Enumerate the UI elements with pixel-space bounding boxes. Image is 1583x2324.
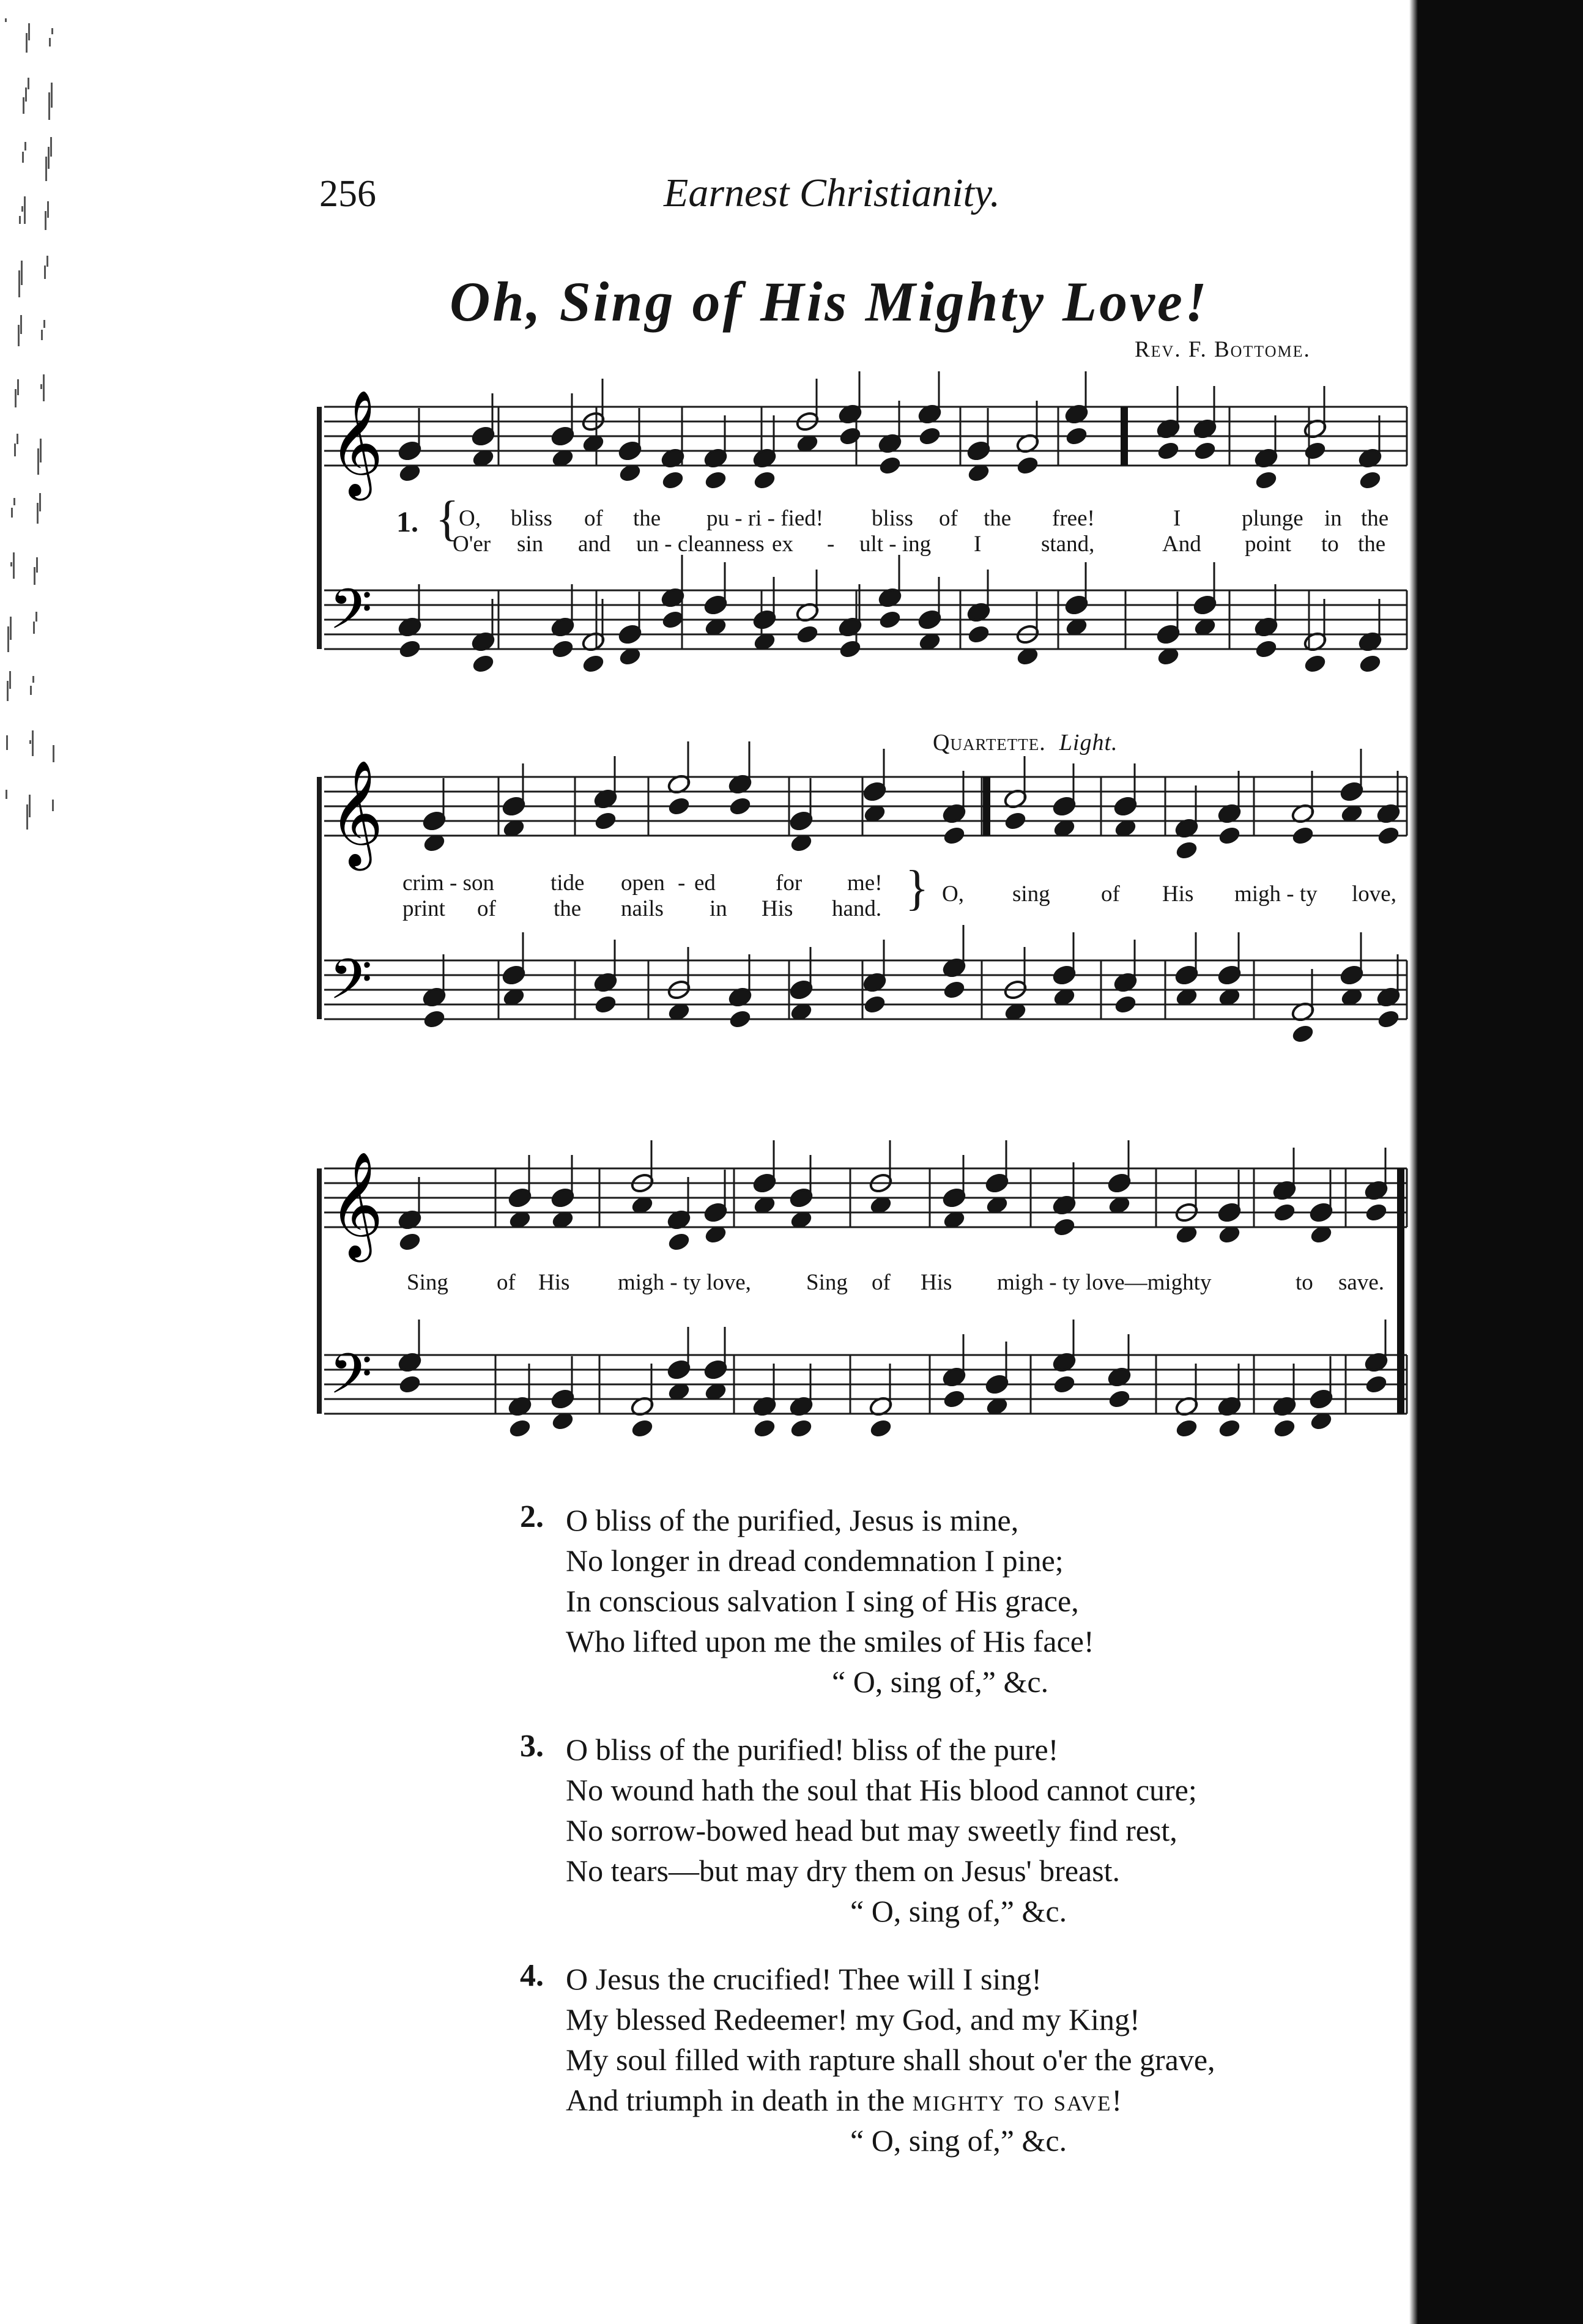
system-3-staff-group	[319, 1140, 1407, 1439]
system1-lyric-2-11: point	[1245, 532, 1292, 557]
refrain-reference: “ O, sing of,” &c.	[850, 2123, 1067, 2158]
quarter-note-head	[471, 653, 496, 675]
stanza-number: 1.	[396, 506, 418, 538]
system1-lyric-2-4: un - cleanness	[636, 532, 765, 557]
bleed-mark	[35, 612, 37, 622]
quarter-note-head	[1254, 469, 1279, 491]
quarter-note-head	[593, 993, 618, 1015]
system1-lyric-2-9: stand,	[1041, 532, 1095, 557]
system1-lyric-2-5: ex	[772, 532, 793, 557]
system3-lyric-7: His	[921, 1270, 952, 1295]
bleed-mark	[17, 434, 18, 444]
bleed-mark	[28, 78, 29, 89]
quarter-note-head	[1113, 993, 1138, 1015]
bleed-mark	[30, 686, 32, 695]
system1-lyric-2-13: the	[1358, 532, 1386, 557]
quarter-note-head	[1364, 1201, 1389, 1223]
bleed-mark	[48, 147, 50, 169]
bleed-mark	[43, 374, 45, 401]
bleed-mark	[29, 795, 31, 817]
bleed-mark	[51, 83, 53, 108]
system3-lyric-1: Sing	[407, 1270, 448, 1295]
quarter-note-head	[1358, 469, 1383, 491]
system2-lyric-1-2: tide	[551, 871, 585, 896]
quarter-note-head	[581, 653, 606, 675]
mighty-to-save-smallcaps: mighty to save	[912, 2083, 1112, 2117]
system3-lyric-5: Sing	[806, 1270, 848, 1295]
quarter-note-head	[508, 1417, 533, 1439]
refrain-word-4: His	[1162, 882, 1194, 907]
system2-lyric-1-7: me!	[847, 871, 883, 896]
system1-lyric-1-2: bliss	[511, 506, 552, 531]
system2-lyric-1-1: crim - son	[402, 871, 495, 896]
system1-lyric-2-1: O'er	[453, 532, 491, 557]
system1-lyric-2-3: and	[578, 532, 611, 557]
quarter-note-head	[942, 979, 967, 1001]
quarter-note-head	[667, 1231, 692, 1253]
bleed-mark	[9, 671, 11, 689]
system3-lyric-9: to	[1296, 1270, 1313, 1295]
quarter-note-head	[1174, 839, 1199, 861]
bleed-mark	[13, 498, 15, 505]
treble-clef-icon: 𝄞	[329, 390, 384, 496]
quarter-note-head	[1303, 653, 1328, 675]
bleed-mark	[43, 320, 45, 328]
system1-lyric-1-11: plunge	[1242, 506, 1303, 531]
verse-line-final: And triumph in death in the mighty to save!	[566, 2083, 1122, 2117]
quarter-note-head	[1358, 653, 1383, 675]
quarter-note-head	[1156, 440, 1181, 462]
system1-lyric-1-7: of	[939, 506, 958, 531]
bleed-mark	[32, 676, 34, 683]
quarter-note-head	[630, 1417, 655, 1439]
verse-number: 2.	[520, 1499, 544, 1534]
bleed-mark	[51, 28, 53, 34]
system3-lyric-10: save.	[1338, 1270, 1384, 1295]
bleed-mark	[11, 508, 13, 518]
quarter-note-head	[838, 638, 863, 660]
system1-lyric-2-6: -	[827, 532, 835, 557]
quarter-note-head	[795, 623, 820, 645]
page-number: 256	[319, 173, 376, 215]
bleed-mark	[46, 256, 48, 267]
quarter-note-head	[728, 795, 753, 817]
verse-line: Who lifted upon me the smiles of His face!	[566, 1624, 1094, 1658]
lyrics-brace: {	[436, 492, 459, 546]
bass-clef-icon: 𝄢	[329, 577, 373, 655]
quarter-note-head	[752, 1417, 777, 1439]
bleed-mark	[29, 740, 31, 744]
bleed-mark	[24, 142, 26, 150]
quarter-note-head	[862, 993, 888, 1015]
quarter-note-head	[838, 425, 863, 447]
quarter-note-head	[942, 1388, 967, 1410]
system2-lyric-2-3: the	[554, 896, 582, 921]
system1-lyric-2-2: sin	[517, 532, 544, 557]
quarter-note-head	[1217, 1417, 1242, 1439]
system1-lyric-1-13: the	[1361, 506, 1389, 531]
quarter-note-head	[551, 638, 576, 660]
running-head: Earnest Christianity.	[664, 171, 1001, 215]
treble-clef-icon: 𝄞	[329, 1151, 384, 1258]
system3-lyric-6: of	[872, 1270, 891, 1295]
bleed-mark	[25, 87, 27, 102]
bleed-mark	[6, 790, 7, 799]
verse-line: O bliss of the purified! bliss of the pure!	[566, 1732, 1059, 1767]
quarter-note-head	[1364, 1373, 1389, 1395]
bleed-mark	[18, 325, 20, 346]
quarter-note-head	[703, 469, 728, 491]
quarter-note-head	[789, 1417, 814, 1439]
bleed-mark	[15, 389, 17, 407]
quarter-note-head	[398, 1231, 423, 1253]
system1-lyric-1-3: of	[584, 506, 603, 531]
treble-clef-icon: 𝄞	[329, 760, 384, 866]
bleed-mark	[18, 270, 20, 297]
verse-line: No sorrow-bowed head but may sweetly find rest,	[566, 1813, 1177, 1847]
bleed-mark	[37, 448, 39, 475]
refrain-word-2: sing	[1012, 882, 1050, 907]
bleed-mark	[10, 562, 12, 566]
verse-3	[520, 1728, 1388, 1936]
hymn-title: Oh, Sing of His Mighty Love!	[450, 270, 1209, 333]
quarter-note-head	[1003, 810, 1028, 832]
music-system-3	[312, 1126, 1407, 1468]
quarter-note-head	[752, 469, 777, 491]
quarter-note-head	[966, 623, 992, 645]
system2-lyric-1-3: open	[621, 871, 665, 896]
bleed-mark	[40, 384, 42, 389]
quarter-note-head	[1015, 455, 1040, 477]
quarter-note-head	[1174, 1417, 1199, 1439]
bleed-mark	[44, 265, 46, 279]
quarter-note-head	[1376, 1008, 1401, 1030]
system1-lyric-1-9: free!	[1052, 506, 1095, 531]
system3-lyric-3: His	[538, 1270, 570, 1295]
bleed-mark	[10, 617, 12, 640]
refrain-word-6: love,	[1352, 882, 1396, 907]
bleed-mark	[34, 567, 35, 585]
bleed-mark	[20, 315, 22, 334]
bleed-mark	[6, 735, 8, 750]
hymn-author: Rev. F. Bottome.	[1135, 337, 1311, 362]
verse-line: No longer in dread condemnation I pine;	[566, 1543, 1064, 1578]
quarter-note-head	[593, 810, 618, 832]
quarter-note-head	[422, 1008, 447, 1030]
quarter-note-head	[878, 455, 903, 477]
system1-lyric-2-7: ult - ing	[859, 532, 932, 557]
system2-lyric-1-5: ed	[694, 871, 716, 896]
quarter-note-head	[728, 1008, 753, 1030]
quarter-note-head	[398, 638, 423, 660]
quarter-note-head	[398, 1373, 423, 1395]
bleed-mark	[24, 196, 26, 224]
system2-lyric-2-7: hand.	[832, 896, 882, 921]
bleed-mark	[32, 730, 34, 756]
quarter-note-head	[1193, 440, 1218, 462]
system1-lyric-1-8: the	[984, 506, 1012, 531]
quarter-note-head	[1107, 1388, 1132, 1410]
system1-lyric-1-12: in	[1324, 506, 1342, 531]
verse-number: 4.	[520, 1958, 544, 1993]
bleed-mark	[28, 23, 30, 40]
system1-lyric-2-12: to	[1321, 532, 1339, 557]
system1-lyric-2-8: I	[974, 532, 982, 557]
quarter-note-head	[1217, 825, 1242, 847]
bleed-mark	[22, 152, 24, 163]
system2-lyric-2-2: of	[477, 896, 496, 921]
system2-lyric-2-4: nails	[621, 896, 664, 921]
system2-lyric-2-5: in	[710, 896, 727, 921]
bleed-mark	[49, 38, 51, 46]
bleed-mark	[52, 800, 54, 811]
bleed-mark	[26, 33, 28, 53]
system1-lyric-1-4: the	[633, 506, 661, 531]
system2-lyric-2-6: His	[762, 896, 793, 921]
refrain-word-1: O,	[942, 882, 964, 907]
bleed-mark	[23, 97, 24, 114]
bleed-mark	[13, 552, 15, 579]
quarter-note-head	[1376, 825, 1401, 847]
system2-lyric-1-6: for	[776, 871, 803, 896]
page-edge-left	[0, 0, 61, 856]
system3-lyric-2: of	[497, 1270, 516, 1295]
quarter-note-head	[1272, 1417, 1297, 1439]
verse-line: No tears—but may dry them on Jesus' breast.	[566, 1854, 1121, 1888]
system1-lyric-1-5: pu - ri - fied!	[706, 506, 824, 531]
system1-lyric-2-10: And	[1162, 532, 1201, 557]
bass-clef-icon: 𝄢	[329, 1342, 373, 1420]
quarter-note-head	[878, 609, 903, 631]
bleed-mark	[7, 681, 9, 701]
verse-line: My soul filled with rapture shall shout o'er the grave,	[566, 2043, 1215, 2077]
edge-artifacts	[0, 0, 61, 856]
verse-line: O Jesus the crucified! Thee will I sing!	[566, 1962, 1042, 1996]
bleed-mark	[48, 92, 50, 120]
bleed-mark	[36, 557, 38, 573]
bleed-mark	[14, 444, 16, 456]
bleed-mark	[50, 137, 52, 157]
system2-lyric-1-4: -	[678, 871, 686, 896]
quarter-note-head	[1291, 1023, 1316, 1045]
bleed-mark	[26, 804, 28, 830]
refrain-word-5: migh - ty	[1234, 882, 1318, 907]
quarter-note-head	[1254, 638, 1279, 660]
bleed-mark	[47, 201, 49, 218]
bleed-mark	[7, 626, 9, 652]
bleed-mark	[40, 439, 42, 462]
system2-lyric-2-1: print	[402, 896, 445, 921]
refrain-word-3: of	[1101, 882, 1120, 907]
quarter-note-head	[1303, 440, 1328, 462]
bleed-mark	[39, 493, 41, 511]
bleed-mark	[19, 216, 21, 224]
bleed-mark	[45, 157, 47, 181]
verse-line: My blessed Redeemer! my God, and my King!	[566, 2002, 1140, 2036]
verse-line: In conscious salvation I sing of His grace,	[566, 1584, 1079, 1618]
system1-lyric-1-6: bliss	[872, 506, 913, 531]
bleed-mark	[21, 206, 23, 212]
refrain-reference: “ O, sing of,” &c.	[832, 1665, 1049, 1699]
bleed-mark	[37, 503, 39, 524]
quarter-note-head	[1064, 425, 1089, 447]
lyrics-brace: }	[905, 861, 929, 915]
bleed-mark	[21, 261, 23, 285]
verse-line: No wound hath the soul that His blood cannot cure;	[566, 1773, 1197, 1807]
system3-lyric-4: migh - ty love,	[618, 1270, 751, 1295]
refrain-reference: “ O, sing of,” &c.	[850, 1894, 1067, 1928]
bleed-mark	[33, 622, 35, 634]
quarter-note-head	[661, 469, 686, 491]
quarter-note-head	[918, 425, 943, 447]
bass-clef-icon: 𝄢	[329, 947, 373, 1025]
verse-number: 3.	[520, 1729, 544, 1764]
quartette-marking: Quartette. Light.	[933, 730, 1118, 755]
bleed-mark	[53, 745, 54, 762]
quarter-note-head	[1052, 1373, 1077, 1395]
quarter-note-head	[667, 795, 692, 817]
verse-2	[520, 1499, 1388, 1707]
page-edge-right	[1418, 0, 1583, 2324]
tempo-marking: Light.	[1059, 730, 1118, 755]
quarter-note-head	[1291, 825, 1316, 847]
bleed-mark	[17, 379, 19, 395]
system1-lyric-1-10: I	[1173, 506, 1181, 531]
quarter-note-head	[869, 1417, 894, 1439]
bleed-mark	[41, 330, 43, 340]
bleed-mark	[5, 18, 7, 22]
system1-lyric-1-1: O,	[459, 506, 481, 531]
quarter-note-head	[1052, 1216, 1077, 1238]
verse-line: O bliss of the purified, Jesus is mine,	[566, 1503, 1019, 1537]
quarter-note-head	[942, 825, 967, 847]
quarter-note-head	[1272, 1201, 1297, 1223]
system3-lyric-8: migh - ty love—mighty	[997, 1270, 1212, 1295]
bleed-mark	[45, 211, 46, 230]
verse-4	[520, 1958, 1388, 2166]
